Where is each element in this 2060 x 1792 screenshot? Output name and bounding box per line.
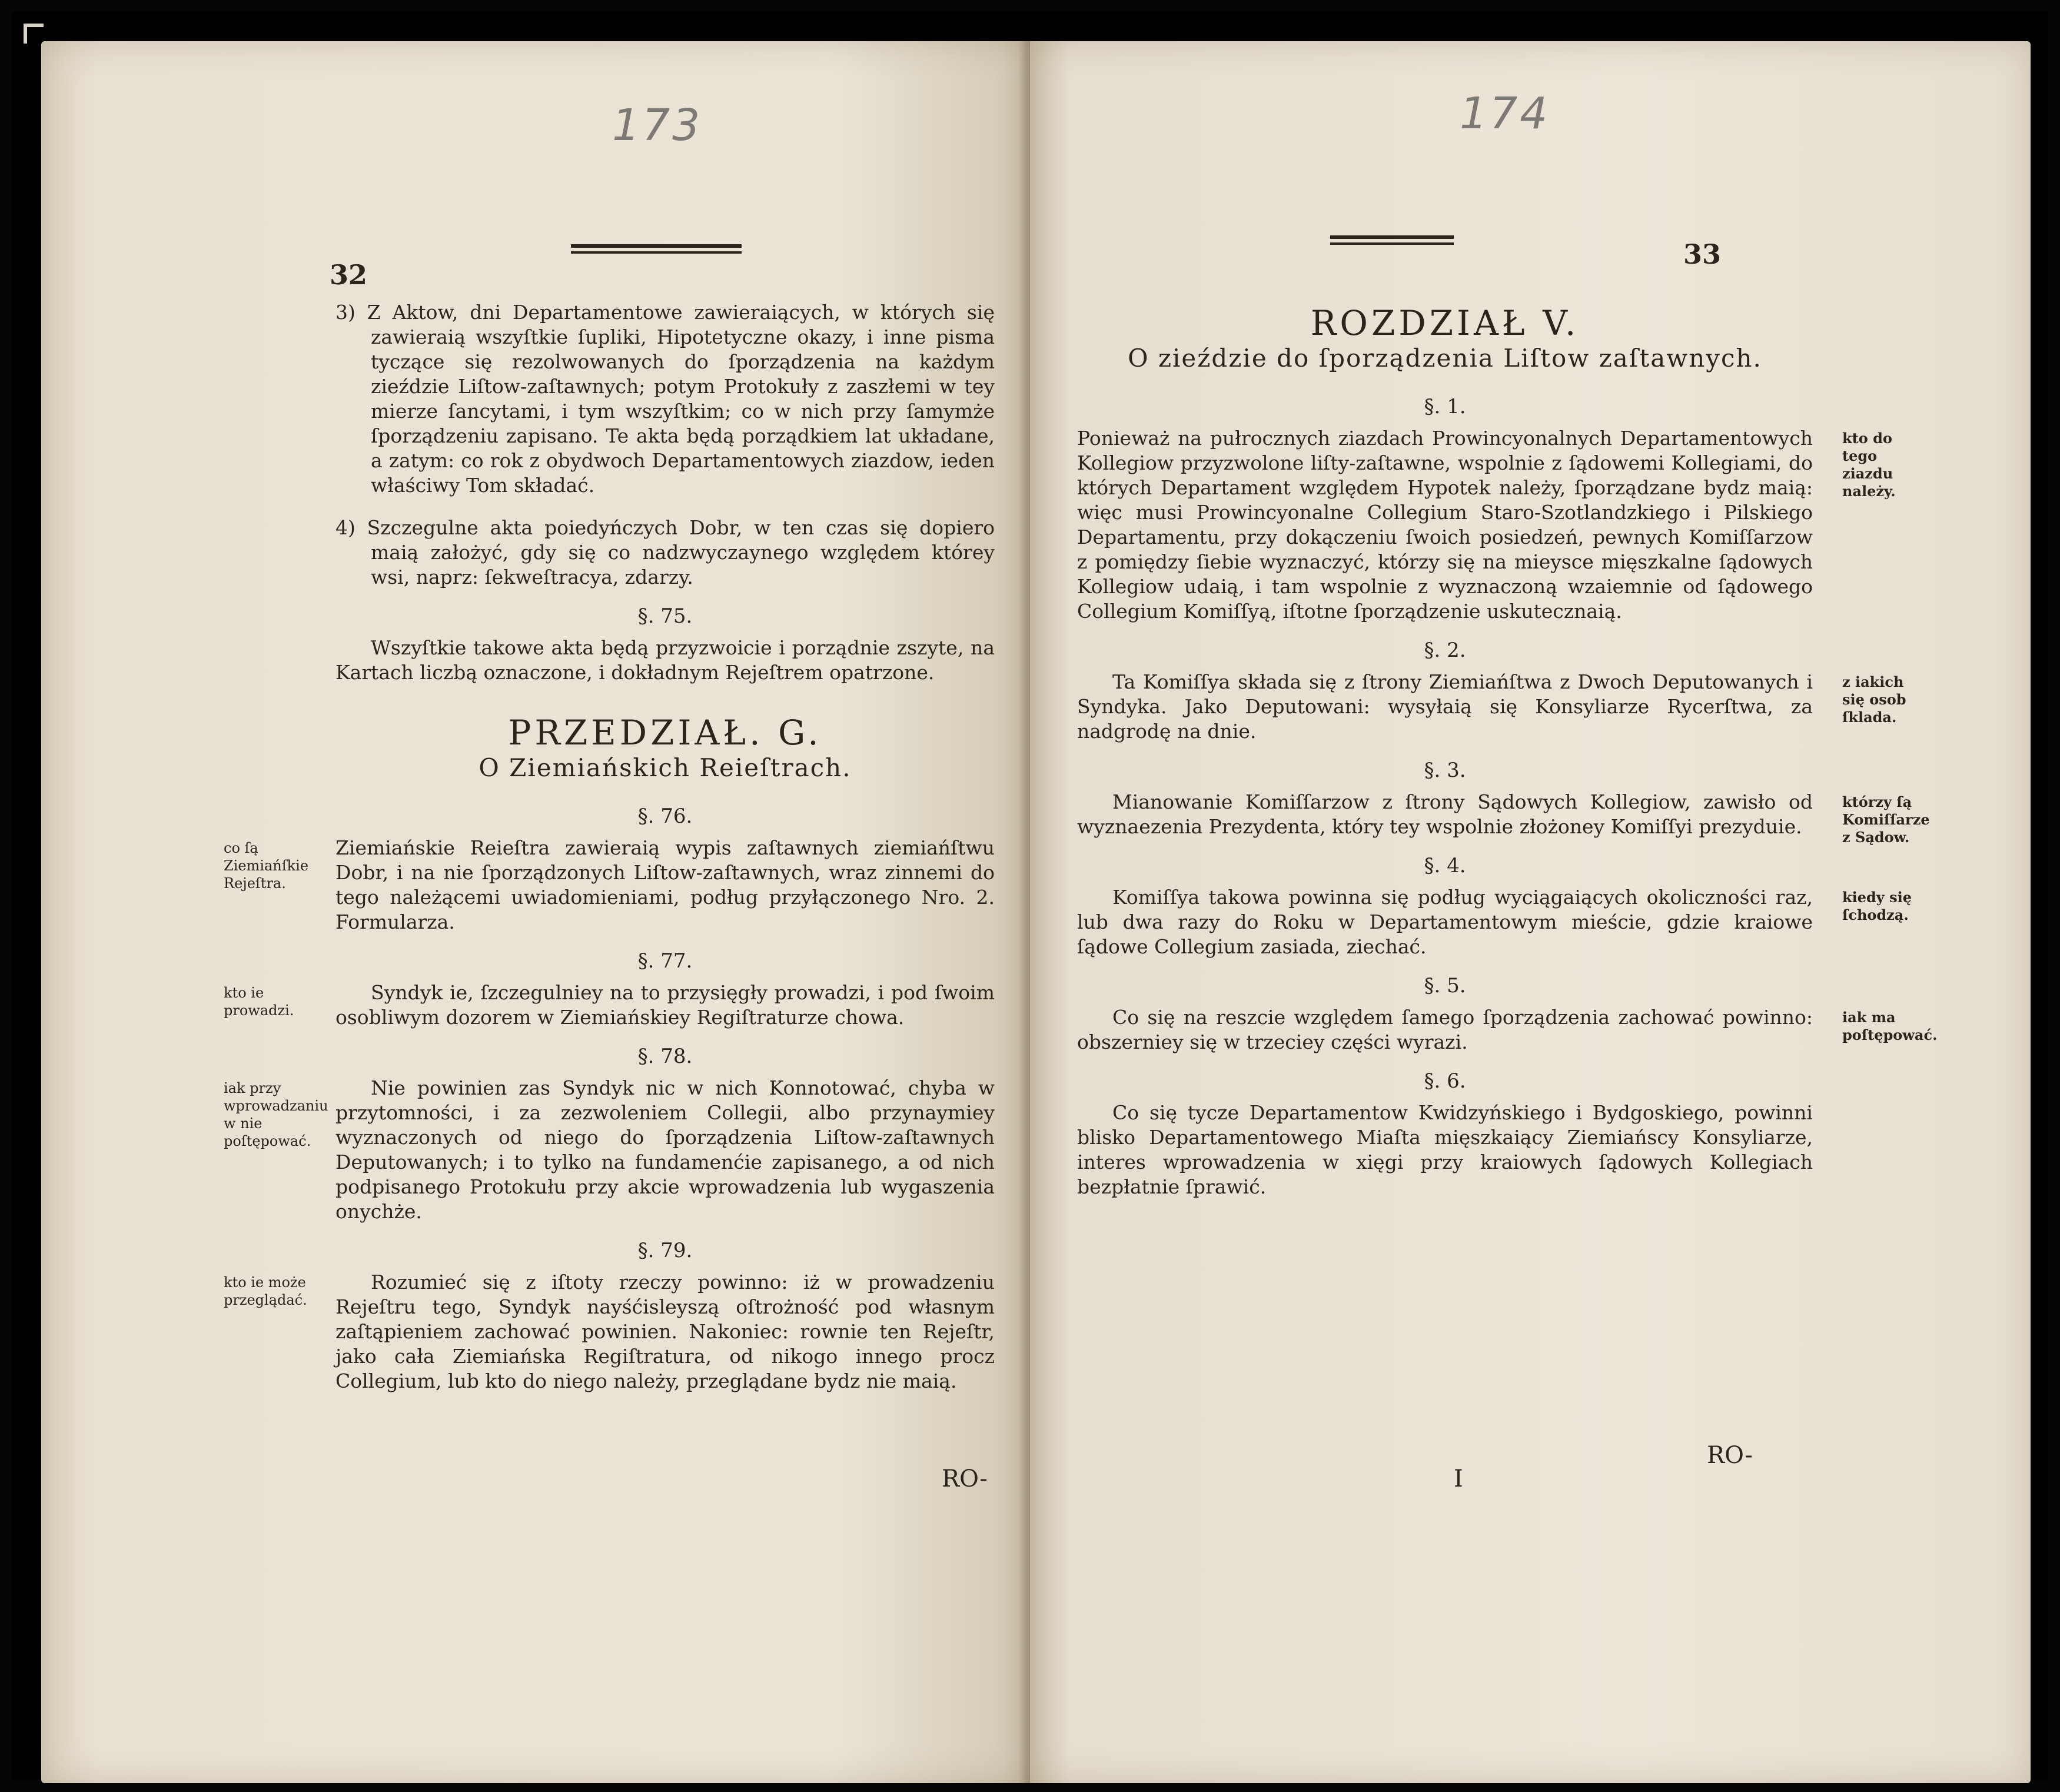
section-77-heading: §. 77. [637,949,693,973]
catchword-left: RO- [942,1465,988,1492]
pencil-folio-left: 173 [612,100,703,151]
section-77 [224,949,995,1030]
section-79-text: Rozumieć się z iſtoty rzeczy powinno: iż w prowadzeniu Rejeſtru tego, Syndyk nayśćisleyszą oſtrożność pod własnym zaſtąpieniem zachować powinien. Nakoniec: rownie ten Rejeſtr, jako cała Ziemiańska Regiſtratura, od nikogo innego procz Collegium, lub kto do niego należy, przeglądane bydz nie maią. [335,1271,995,1392]
section-76 [224,804,995,935]
section-4-heading: §. 4. [1424,854,1466,877]
margin-note: którzy ſą Komiſſarze z Sądow. [1842,793,1930,846]
signature-mark: I [1454,1465,1463,1492]
section-6 [1077,1069,1813,1199]
section-5 [1077,973,1938,1055]
section-79-heading: §. 79. [637,1239,693,1262]
section-1-text: Ponieważ na pułrocznych ziazdach Prowincyonalnych Departamentowych Kollegiow przyzwolone liſty-zaſtawne, wspolnie z ſądowemi Kollegiami, do których Departament względem Hypotek należy, ſporządzane bydz maią: więc musi Prowincyonalne Collegium Staro-Szotlandzkiego i Pilskiego Departamentu, przy dokączeniu ſwoich posiedzeń, pewnych Komiſſarzow z pomiędzy ſiebie wyznaczyć, którzy się na mieysce mięszkalne ſądowych Kollegiow udaią, i tam wspolnie z wyznaczoną wzaiemnie od ſądowego Collegium Komiſſyą, iſtotne ſporządzenie uskutecznaią. [1077,427,1813,623]
margin-note: kto ie prowadzi. [224,985,294,1019]
chapter-subtitle-right: O zieździe do ſporządzenia Liſtow zaſtawnych. [1128,344,1762,373]
section-78-text: Nie powinien zas Syndyk nic w nich Konnotować, chyba w przytomności, i za zezwoleniem Collegii, albo przynaymiey wyznaczonych od niego do ſporządzenia Liſtow-zaſtawnych Deputowanych; i to tylko na fundamenćie zapisanego, a od nich podpisanego Protokułu przy akcie wprowadzenia lub wygaszenia onychże. [335,1076,995,1223]
page-number-left: 32 [330,259,368,291]
section-76-heading: §. 76. [637,804,693,828]
section-6-heading: §. 6. [1424,1069,1466,1093]
chapter-heading-right: ROZDZIAŁ V. [1310,303,1580,343]
section-78-heading: §. 78. [637,1045,693,1068]
corner-mark [24,24,44,44]
section-6-text: Co się tycze Departamentow Kwidzyńskiego i Bydgoskiego, powinni blisko Departamentowego Miaſta mięszkaiący Ziemiańscy Konsyliarze, interes wprowadzenia w xięgi przy kraiowych ſądowych Kollegiach bezpłatnie ſprawić. [1077,1101,1813,1198]
section-77-text: Syndyk ie, ſzczegulniey na to przysięgły prowadzi, i pod ſwoim osobliwym dozorem w Ziemiańskiey Regiſtraturze chowa. [335,981,995,1029]
section-1-heading: §. 1. [1424,395,1466,418]
section-3-heading: §. 3. [1424,759,1466,782]
item-3: 3) Z Aktow, dni Departamentowe zawieraiących, w których się zawieraią wszyſtkie ſupliki, Hipotetyczne okazy, i inne pisma tyczące się rezolwowanych do ſporządzenia na każdym zieździe Liſtow-zaſtawnych; potym Protokuły z zaszłemi w tey mierze ſancytami, i tym wszyſtkim; co w nich przy ſamymże ſporządzeniu zapisano. Te akta będą porządkiem lat układane, a zatym: co rok z obydwoch Departamentowych ziazdow, ieden właściwy Tom składać. [335,301,995,497]
right-page [1030,41,2031,1783]
section-2-text: Ta Komiſſya składa się z ſtrony Ziemiańſtwa z Dwoch Deputowanych i Syndyka. Jako Deputowani: wysyłaią się Konsyliarze Rycerſtwa, za nadgrodę na dnie. [1077,670,1813,743]
section-4 [1077,853,1912,959]
margin-note: z iakich się osob ſklada. [1842,673,1906,726]
section-3-text: Mianowanie Komiſſarzow z ſtrony Sądowych Kollegiow, zawisło od wyznaezenia Prezydenta, który tey wspolnie złożoney Komiſſyi prezyduie. [1077,790,1813,838]
section-2-heading: §. 2. [1424,639,1466,662]
catchword-right: RO- [1707,1442,1753,1469]
section-1 [1077,394,1896,624]
left-page [41,41,1030,1783]
chapter-subtitle-left: O Ziemiańskich Reieſtrach. [479,753,852,782]
section-4-text: Komiſſya takowa powinna się podług wyciągaiących okoliczności raz, lub dwa razy do Roku w Departamentowym mieście, gdzie kraiowe ſądowe Collegium zasiada, ziechać. [1077,886,1813,958]
margin-note: iak przy wprowadzaniu w nie poſtępować. [224,1080,328,1149]
margin-note: kto do tego ziazdu należy. [1842,430,1896,500]
section-5-heading: §. 5. [1424,974,1466,998]
left-text-column [224,300,995,1399]
margin-note: co ſą Ziemiańſkie Rejeſtra. [224,840,309,892]
margin-note: iak ma poſtępować. [1842,1009,1938,1043]
section-3 [1077,758,1930,846]
section-79 [224,1238,995,1394]
section-75-text: Wszyſtkie takowe akta będą przyzwoicie i porządnie zszyte, na Kartach liczbą oznaczone, i dokładnym Rejeſtrem opatrzone. [335,636,995,684]
section-2 [1077,638,1906,744]
section-5-text: Co się na reszcie względem ſamego ſporządzenia zachować powinno: obszerniey się w trzeciey części wyrazi. [1077,1006,1813,1053]
head-rule-right [1330,235,1454,245]
right-text-column [1077,294,1938,1205]
page-number-right: 33 [1683,238,1722,270]
item-4: 4) Szczegulne akta poiedyńczych Dobr, w ten czas się dopiero maią założyć, gdy się co nadzwyczaynego względem którey wsi, naprz: ſekweſtracya, zdarzy. [335,516,995,589]
section-76-text: Ziemiańskie Reieſtra zawieraią wypis zaſtawnych ziemiańſtwu Dobr, i na nie ſporządzonych Liſtow-zaſtawnych, wraz zinnemi do tego należącemi uwiadomieniami, podług przyłączonego Nro. 2. Formularza. [335,836,995,933]
margin-note: kto ie może przeglądać. [224,1274,307,1308]
section-78 [224,1044,995,1224]
chapter-heading-left: PRZEDZIAŁ. G. [508,713,822,753]
head-rule-left [571,244,742,254]
pencil-folio-right: 174 [1460,88,1550,139]
section-75-heading: §. 75. [637,604,693,628]
margin-note: kiedy się ſchodzą. [1842,889,1912,923]
